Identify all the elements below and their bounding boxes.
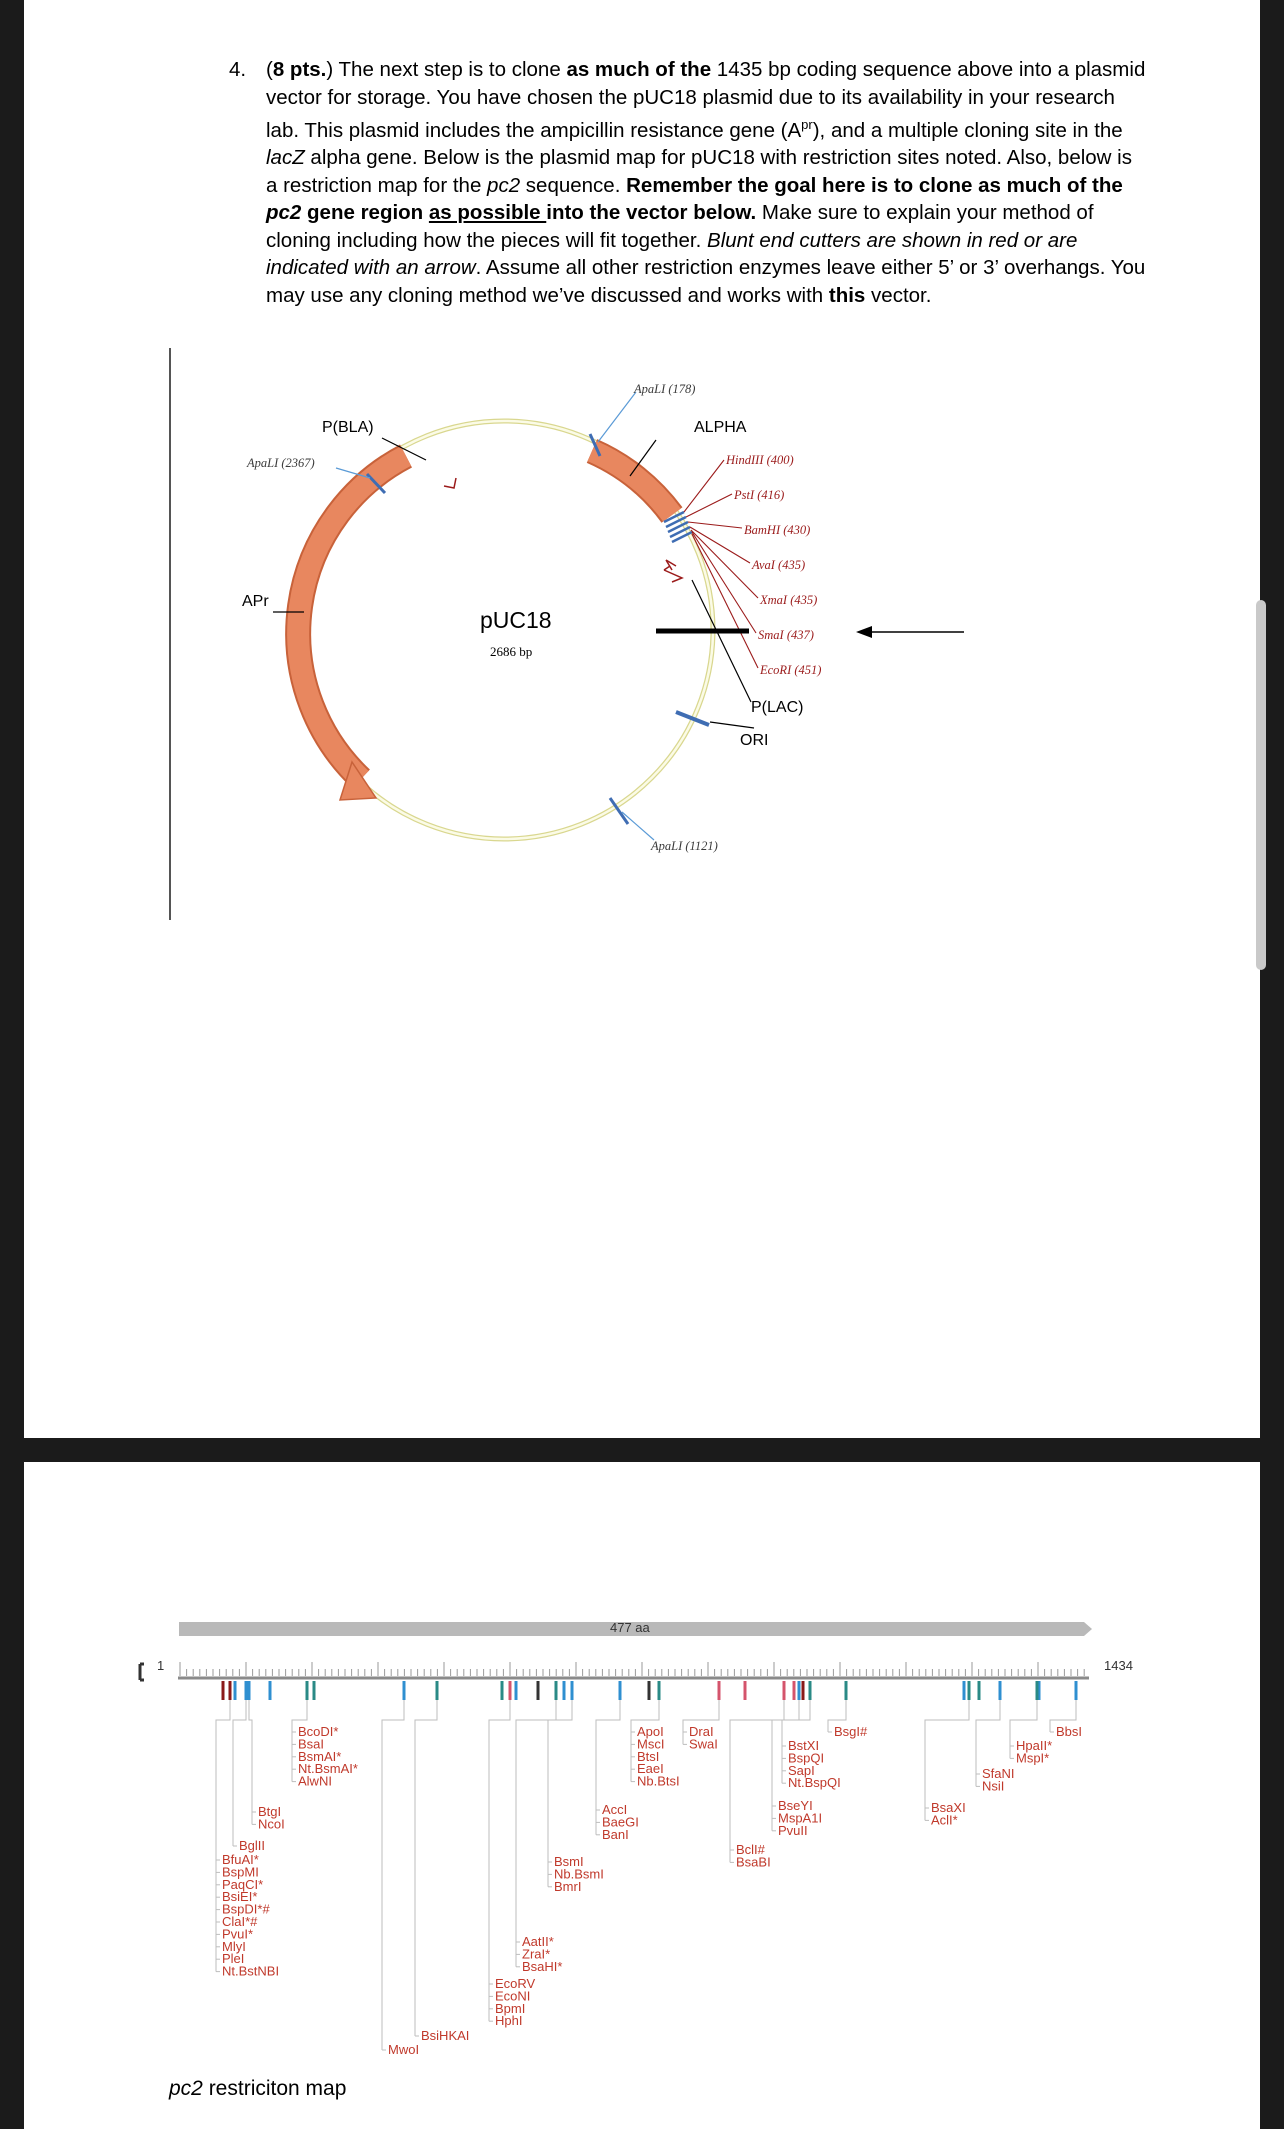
- cut-mark: [403, 1681, 406, 1700]
- question-segment: Blunt end cutters are shown in red or are indicated with an arrow: [266, 228, 1078, 280]
- enzyme-label: BspDI*#: [222, 1901, 270, 1917]
- enzyme-label: EcoRV: [495, 1976, 536, 1991]
- enzyme-label: SapI: [788, 1762, 815, 1778]
- pc2-restriction-map: [24, 1462, 1260, 2062]
- label-ori: ORI: [740, 732, 769, 749]
- cut-mark: [515, 1681, 518, 1700]
- question-segment: vector.: [865, 283, 932, 307]
- enzyme-label: Nb.BtsI: [637, 1773, 680, 1789]
- leader-line: [489, 1700, 510, 2021]
- cut-mark: [793, 1681, 796, 1700]
- leader-line: [516, 1700, 556, 1967]
- cut-mark: [313, 1681, 316, 1700]
- cut-mark: [245, 1681, 248, 1700]
- scrollbar[interactable]: [1256, 600, 1266, 970]
- cut-mark: [563, 1681, 566, 1700]
- label-apali-2367: ApaLI (2367): [247, 456, 315, 470]
- caption-text: restriciton map: [202, 2077, 347, 2100]
- question-segment: Make sure to explain your method of cloning including how the pieces will fit together.: [266, 201, 1094, 252]
- enzyme-label: BspQI: [788, 1750, 825, 1766]
- enzyme-label: SfaNI: [982, 1766, 1015, 1781]
- enzyme-label: BsiHKAI: [421, 2028, 470, 2043]
- enzyme-label: BaeGI: [602, 1814, 639, 1830]
- map-caption: [169, 2077, 346, 2101]
- question-segment: 1435 bp coding sequence above into a plasmid vector for storage. You have chosen the pUC18 plasmid due to its availability in your research lab. This plasmid includes the ampicillin resistance gene (A: [266, 58, 1146, 142]
- enzyme-label: BglII: [239, 1838, 266, 1853]
- cut-mark: [1036, 1681, 1039, 1700]
- enzyme-label: BstXI: [788, 1738, 820, 1753]
- enzyme-label: BfuAI*: [222, 1852, 259, 1867]
- enzyme-label: MwoI: [388, 2042, 420, 2057]
- label-apr: APr: [242, 593, 269, 610]
- start-bracket: [140, 1664, 144, 1680]
- enzyme-label: BseYI: [778, 1798, 813, 1813]
- cut-mark: [963, 1681, 966, 1700]
- enzyme-label: BclI#: [736, 1842, 765, 1857]
- enzyme-label: NsiI: [982, 1778, 1005, 1794]
- question-segment: 8 pts.: [272, 58, 327, 81]
- enzyme-label: BtgI: [258, 1804, 282, 1819]
- cut-mark: [234, 1681, 237, 1700]
- cut-mark: [744, 1681, 747, 1700]
- caption-gene: pc2: [169, 2077, 203, 2100]
- cut-mark: [501, 1681, 504, 1700]
- enzyme-label: AlwNI: [298, 1773, 332, 1789]
- alpha-small-arrow: [664, 566, 682, 582]
- enzyme-label: NcoI: [258, 1816, 285, 1832]
- enzyme-label: BsaBI: [736, 1854, 771, 1870]
- enzyme-label: BsiEI*: [222, 1889, 258, 1905]
- ruler-start: 1: [157, 1658, 165, 1673]
- enzyme-label: PaqCI*: [222, 1876, 264, 1892]
- cut-marks: [222, 1681, 1078, 1700]
- enzyme-label: HphI: [495, 2013, 523, 2029]
- enzyme-label: BsaXI: [931, 1800, 966, 1815]
- cut-mark: [571, 1681, 574, 1700]
- question-segment: this: [828, 283, 866, 307]
- cut-mark: [968, 1681, 971, 1700]
- label-hindiii: HindIII (400): [726, 453, 794, 467]
- enzyme-label: BanI: [602, 1826, 629, 1842]
- question-segment: alpha gene. Below is the plasmid map for pUC18 with restriction sites noted. Also, below is a restriction map for the: [266, 146, 1132, 197]
- question-segment: as possible: [428, 201, 547, 225]
- enzyme-label: BsaHI*: [522, 1958, 563, 1974]
- enzyme-label: MspI*: [1016, 1750, 1050, 1766]
- label-ecori: EcoRI (451): [760, 663, 822, 677]
- cut-mark: [809, 1681, 812, 1700]
- question-number: 4.: [229, 58, 247, 81]
- cut-mark: [845, 1681, 848, 1700]
- label-plasmid-size: 2686 bp: [490, 644, 533, 659]
- enzyme-labels: [222, 1724, 1082, 2057]
- cut-mark: [248, 1681, 251, 1700]
- question-segment: as much of the: [566, 58, 712, 81]
- question-segment: pr: [801, 117, 813, 132]
- question-segment: . Assume all other restriction enzymes leave either 5’ or 3’ overhangs. You may use any cloning method we’ve discussed and works with: [266, 256, 1146, 307]
- ruler-end: 1434: [1104, 1658, 1133, 1673]
- cut-mark: [436, 1681, 439, 1700]
- puc18-plasmid-map: [24, 0, 1260, 853]
- cut-mark: [222, 1681, 225, 1700]
- enzyme-label: MscI: [637, 1736, 665, 1752]
- enzyme-label: PvuII: [778, 1822, 808, 1838]
- enzyme-label: BsmI: [554, 1854, 584, 1869]
- label-xmai: XmaI (435): [760, 593, 818, 607]
- enzyme-label: BbsI: [1056, 1724, 1083, 1739]
- leader-line: [730, 1700, 784, 1862]
- enzyme-label: BcoDI*: [298, 1724, 339, 1739]
- question-segment: pc2: [266, 201, 302, 225]
- cut-mark: [718, 1681, 721, 1700]
- question-segment: sequence.: [520, 173, 627, 197]
- label-avai: AvaI (435): [752, 558, 806, 572]
- question-segment: gene region: [301, 201, 429, 225]
- enzyme-label: BsaI: [298, 1736, 325, 1752]
- question-segment: lacZ: [266, 146, 305, 170]
- leader-line: [233, 1700, 246, 1846]
- enzyme-label: DraI: [689, 1724, 714, 1739]
- enzyme-label: ClaI*#: [222, 1914, 258, 1929]
- label-alpha: ALPHA: [694, 419, 747, 436]
- question-segment: ), and a multiple cloning site in the: [812, 118, 1123, 142]
- enzyme-label: PleI: [222, 1951, 245, 1967]
- cut-mark: [229, 1681, 232, 1700]
- cut-mark: [537, 1681, 540, 1700]
- label-bamhi: BamHI (430): [744, 523, 811, 537]
- enzyme-label: EcoNI: [495, 1988, 531, 2004]
- cut-mark: [658, 1681, 661, 1700]
- cut-mark: [269, 1681, 272, 1700]
- ruler-ticks: [180, 1662, 1084, 1676]
- leader-line: [415, 1700, 437, 2036]
- label-plac: P(LAC): [751, 699, 804, 716]
- question-segment: pc2: [487, 173, 521, 197]
- leader-line: [249, 1700, 252, 1824]
- cut-mark: [619, 1681, 622, 1700]
- enzyme-label: Nt.BstNBI: [222, 1963, 280, 1979]
- enzyme-label: SwaI: [689, 1736, 718, 1752]
- enzyme-label: AccI: [602, 1802, 628, 1817]
- cut-mark: [1075, 1681, 1078, 1700]
- enzyme-label: BspMI: [222, 1864, 259, 1880]
- enzyme-label: MspA1I: [778, 1810, 823, 1826]
- label-plasmid-name: pUC18: [480, 607, 552, 633]
- enzyme-label: ZraI*: [522, 1946, 551, 1962]
- cut-mark: [783, 1681, 786, 1700]
- cut-mark: [978, 1681, 981, 1700]
- cut-mark: [798, 1681, 801, 1700]
- enzyme-label: Nt.BspQI: [788, 1775, 841, 1791]
- cut-mark: [509, 1681, 512, 1700]
- enzyme-label: Nb.BsmI: [554, 1866, 604, 1882]
- enzyme-label: BtsI: [637, 1748, 660, 1764]
- label-smai: SmaI (437): [758, 628, 814, 642]
- enzyme-label: MlyI: [222, 1938, 246, 1954]
- protein-label: 477 aa: [610, 1620, 650, 1635]
- question-segment: (: [266, 58, 273, 81]
- enzyme-label: BsmAI*: [298, 1748, 342, 1764]
- cut-mark: [999, 1681, 1002, 1700]
- leader-line: [382, 1700, 404, 2050]
- label-psti: PstI (416): [734, 488, 785, 502]
- enzyme-label: HpaII*: [1016, 1738, 1053, 1753]
- enzyme-label: BmrI: [554, 1878, 582, 1894]
- label-apali-1121: ApaLI (1121): [651, 839, 718, 853]
- enzyme-label: AclI*: [931, 1812, 958, 1828]
- enzyme-label: EaeI: [637, 1761, 664, 1777]
- label-apali-178: ApaLI (178): [634, 382, 696, 396]
- question-segment: Remember the goal here is to clone as much of the: [626, 173, 1123, 197]
- cut-mark: [555, 1681, 558, 1700]
- enzyme-label: AatII*: [522, 1934, 554, 1949]
- document-page-2: [24, 1462, 1260, 2129]
- pbla-arrow: [444, 478, 456, 488]
- enzyme-label: BsgI#: [834, 1724, 868, 1739]
- label-pbla: P(BLA): [322, 419, 374, 436]
- question-segment: into the vector below.: [546, 201, 757, 225]
- enzyme-label: BpmI: [495, 2000, 526, 2016]
- enzyme-label: PvuI*: [222, 1926, 254, 1942]
- enzyme-label: ApoI: [637, 1724, 664, 1739]
- document-page-1: [24, 0, 1260, 1438]
- question-segment: ) The next step is to clone: [326, 58, 567, 81]
- cut-mark: [802, 1681, 805, 1700]
- cut-mark: [306, 1681, 309, 1700]
- enzyme-label: Nt.BsmAI*: [298, 1761, 358, 1777]
- cut-mark: [648, 1681, 651, 1700]
